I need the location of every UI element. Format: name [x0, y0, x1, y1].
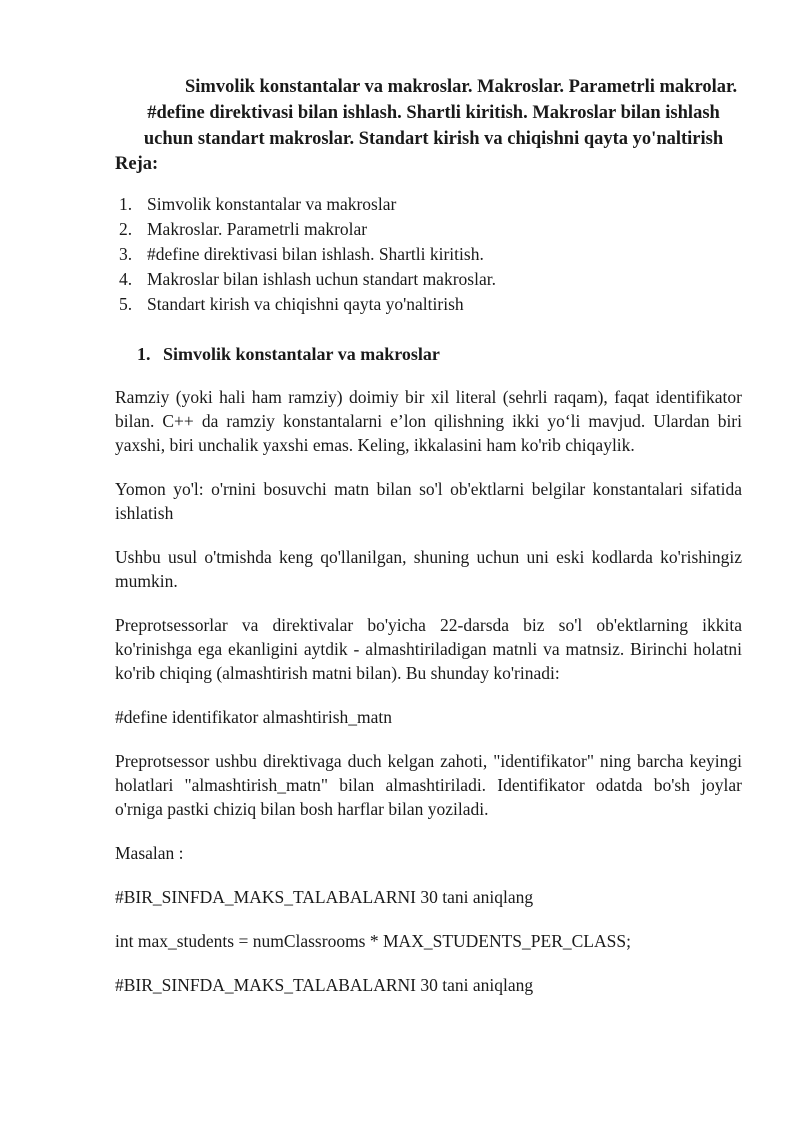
- plan-item-text: Makroslar bilan ishlash uchun standart makroslar.: [147, 269, 496, 289]
- document-page: [115, 74, 742, 1017]
- section-title: Simvolik konstantalar va makroslar: [163, 344, 440, 364]
- paragraph-bad-way: Yomon yo'l: o'rnini bosuvchi matn bilan so'l ob'ektlarni belgilar konstantalari sifatida ishlatish: [115, 479, 742, 523]
- example-label: Masalan :: [115, 843, 184, 863]
- plan-item-text: #define direktivasi bilan ishlash. Shartli kiritish.: [147, 244, 484, 264]
- paragraph-preprocessor: Preprotsessorlar va direktivalar bo'yicha 22-darsda biz so'l ob'ektlarning ikkita ko'rinishga ega ekanligini aytdik - almashtiriladigan matnli va matnsiz. Birinchi holatni ko'rib chiqing (almashtirish matni bilan). Bu shunday ko'rinadi:: [115, 615, 742, 683]
- plan-item: [115, 292, 742, 317]
- plan-item-number: 4.: [119, 269, 133, 289]
- plan-item: [115, 267, 742, 292]
- section-heading: [137, 341, 742, 367]
- plan-heading: Reja:: [115, 154, 159, 174]
- plan-item-number: 1.: [119, 194, 133, 214]
- section-number: 1.: [137, 344, 151, 364]
- paragraph-replacement: Preprotsessor ushbu direktivaga duch kelgan zahoti, "identifikator" ning barcha keyingi holatlari "almashtirish_matn" bilan almashtiriladi. Identifikator odatda bo'sh joylar o'rniga pastki chiziq bilan bosh harflar bilan yoziladi.: [115, 751, 742, 819]
- document-title: [115, 74, 742, 152]
- plan-item-number: 3.: [119, 244, 133, 264]
- plan-item-number: 5.: [119, 294, 133, 314]
- plan-item: [115, 217, 742, 242]
- paragraph-old-code: Ushbu usul o'tmishda keng qo'llanilgan, shuning uchun uni eski kodlarda ko'rishingiz mumkin.: [115, 547, 742, 591]
- plan-item: [115, 192, 742, 217]
- title-line-3: uchun standart makroslar. Standart kirish va chiqishni qayta yo'naltirish: [143, 129, 724, 149]
- title-line-1: Simvolik konstantalar va makroslar. Makroslar. Parametrli makrolar.: [185, 77, 738, 97]
- paragraph-intro: Ramziy (yoki hali ham ramziy) doimiy bir xil literal (sehrli raqam), faqat identifikator bilan. C++ da ramziy konstantalarni e’lon qilishning ikki yo‘li mavjud. Ulardan biri yaxshi, biri unchalik yaxshi emas. Keling, ikkalasini ham ko'rib chiqaylik.: [115, 387, 742, 455]
- plan-item-text: Simvolik konstantalar va makroslar: [147, 194, 397, 214]
- plan-item-number: 2.: [119, 219, 133, 239]
- code-example-1: #BIR_SINFDA_MAKS_TALABALARNI 30 tani aniqlang: [115, 887, 534, 907]
- plan-item-text: Makroslar. Parametrli makrolar: [147, 219, 368, 239]
- title-line-2: #define direktivasi bilan ishlash. Shartli kiritish. Makroslar bilan ishlash: [147, 103, 720, 123]
- code-example-2: int max_students = numClassrooms * MAX_STUDENTS_PER_CLASS;: [115, 931, 631, 951]
- code-define-syntax: #define identifikator almashtirish_matn: [115, 707, 393, 727]
- code-example-3: #BIR_SINFDA_MAKS_TALABALARNI 30 tani aniqlang: [115, 975, 534, 995]
- plan-item-text: Standart kirish va chiqishni qayta yo'naltirish: [147, 294, 464, 314]
- plan-item: [115, 242, 742, 267]
- plan-list: [115, 192, 742, 317]
